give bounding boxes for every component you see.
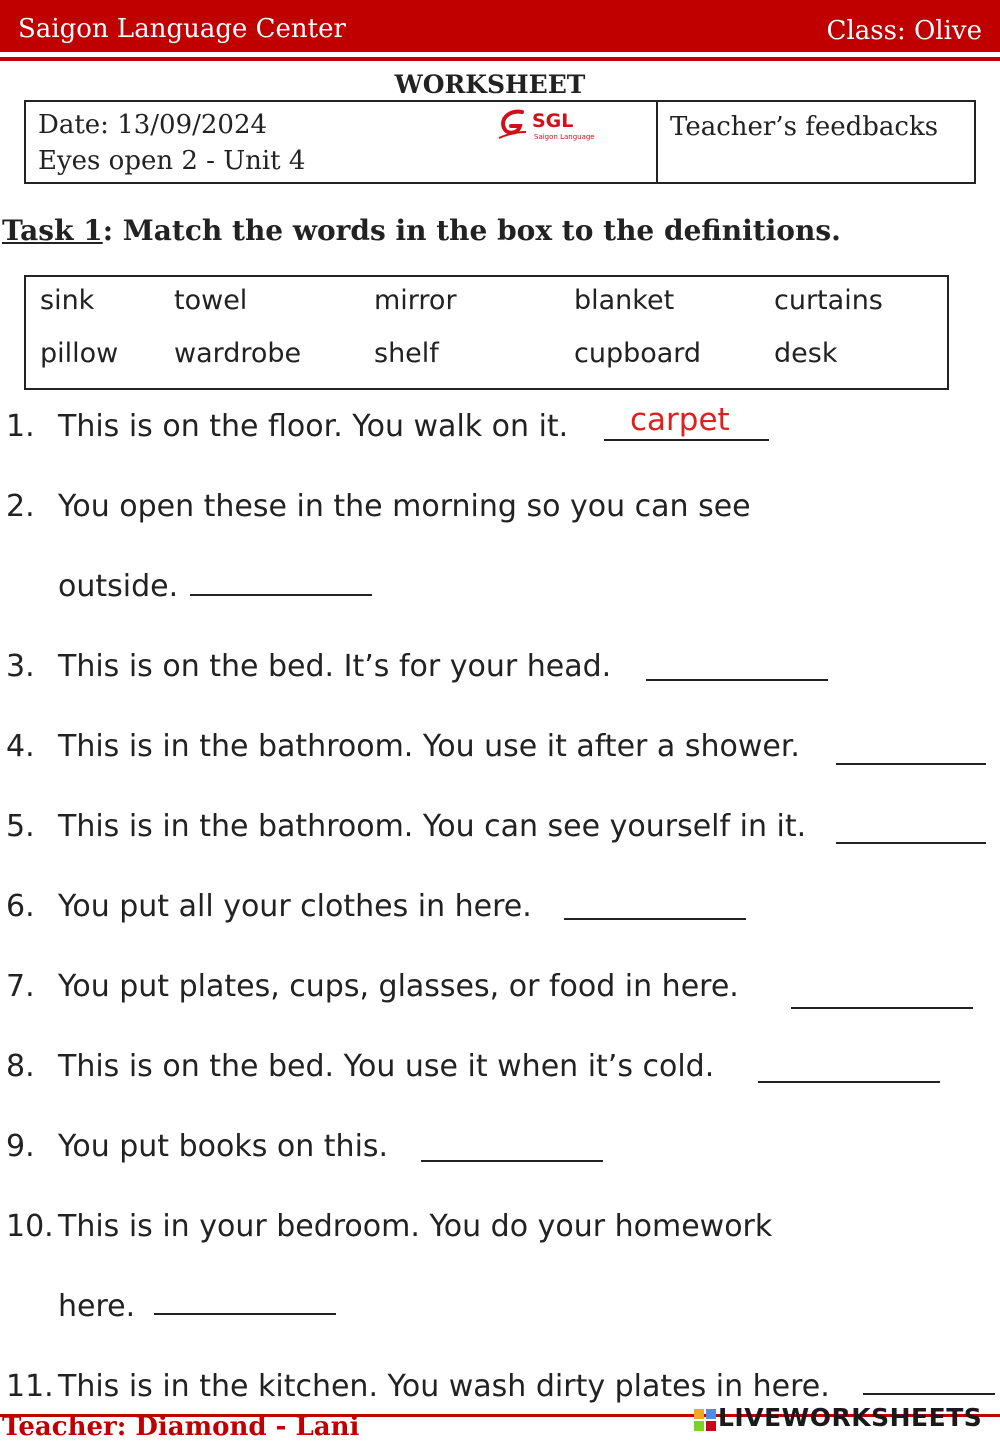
word-item: towel (174, 285, 248, 316)
word-item: curtains (774, 285, 883, 316)
word-box (24, 275, 949, 390)
answer-blank[interactable] (564, 918, 746, 920)
question-text: This is in your bedroom. You do your homework (58, 1209, 773, 1244)
feedback-label: Teacher’s feedbacks (670, 112, 939, 142)
question-text: You open these in the morning so you can see (58, 489, 751, 524)
question-number: 9. (6, 1129, 35, 1164)
word-item: desk (774, 338, 838, 369)
word-item: pillow (40, 338, 119, 369)
info-divider (656, 102, 658, 182)
logo-subtext: Saigon Language (534, 133, 595, 141)
answer-blank[interactable] (604, 439, 769, 441)
question-text: This is on the bed. You use it when it’s cold. (58, 1049, 715, 1084)
question-text-continued: here. (58, 1289, 136, 1324)
word-item: blanket (574, 285, 675, 316)
center-name: Saigon Language Center (18, 14, 346, 44)
answer-blank[interactable] (836, 763, 986, 765)
question-text: You put all your clothes in here. (58, 889, 532, 924)
question-number: 1. (6, 409, 35, 444)
answer-text[interactable]: carpet (630, 402, 730, 438)
date-text: Date: 13/09/2024 (38, 110, 268, 140)
question-number: 2. (6, 489, 35, 524)
header-divider (0, 57, 1000, 61)
question-number: 6. (6, 889, 35, 924)
question-text: This is in the bathroom. You use it after a shower. (58, 729, 800, 764)
sgl-swoosh-icon (496, 108, 532, 142)
answer-blank[interactable] (154, 1313, 336, 1315)
answer-blank[interactable] (646, 679, 828, 681)
word-item: shelf (374, 338, 439, 369)
question-number: 8. (6, 1049, 35, 1084)
answer-blank[interactable] (791, 1007, 973, 1009)
task-title (2, 214, 841, 247)
question-text: This is in the kitchen. You wash dirty plates in here. (58, 1369, 830, 1404)
answer-blank[interactable] (190, 594, 372, 596)
question-text: This is on the floor. You walk on it. (58, 409, 569, 444)
question-number: 10. (6, 1209, 54, 1244)
task-instruction: : Match the words in the box to the definitions. (102, 214, 841, 247)
answer-blank[interactable] (421, 1160, 603, 1162)
liveworksheets-brand[interactable]: LIVEWORKSHEETS (718, 1403, 983, 1432)
sgl-logo (496, 108, 596, 146)
answer-blank[interactable] (863, 1393, 995, 1395)
worksheet-title: WORKSHEET (394, 70, 586, 99)
question-text: You put plates, cups, glasses, or food in here. (58, 969, 739, 1004)
question-text: This is in the bathroom. You can see yourself in it. (58, 809, 807, 844)
word-item: sink (40, 285, 95, 316)
liveworksheets-logo-icon (694, 1409, 716, 1431)
word-item: wardrobe (174, 338, 302, 369)
task-label: Task 1 (2, 214, 103, 247)
teacher-name: Teacher: Diamond - Lani (2, 1412, 360, 1442)
word-item: mirror (374, 285, 457, 316)
class-label: Class: Olive (826, 16, 982, 46)
question-text: This is on the bed. It’s for your head. (58, 649, 612, 684)
question-number: 4. (6, 729, 35, 764)
answer-blank[interactable] (836, 842, 986, 844)
question-number: 11. (6, 1369, 54, 1404)
info-box (24, 100, 976, 184)
word-item: cupboard (574, 338, 702, 369)
question-number: 7. (6, 969, 35, 1004)
question-text: You put books on this. (58, 1129, 389, 1164)
unit-text: Eyes open 2 - Unit 4 (38, 146, 306, 176)
question-number: 3. (6, 649, 35, 684)
question-number: 5. (6, 809, 35, 844)
answer-blank[interactable] (758, 1081, 940, 1083)
question-text-continued: outside. (58, 569, 179, 604)
logo-text: SGL (532, 110, 574, 132)
